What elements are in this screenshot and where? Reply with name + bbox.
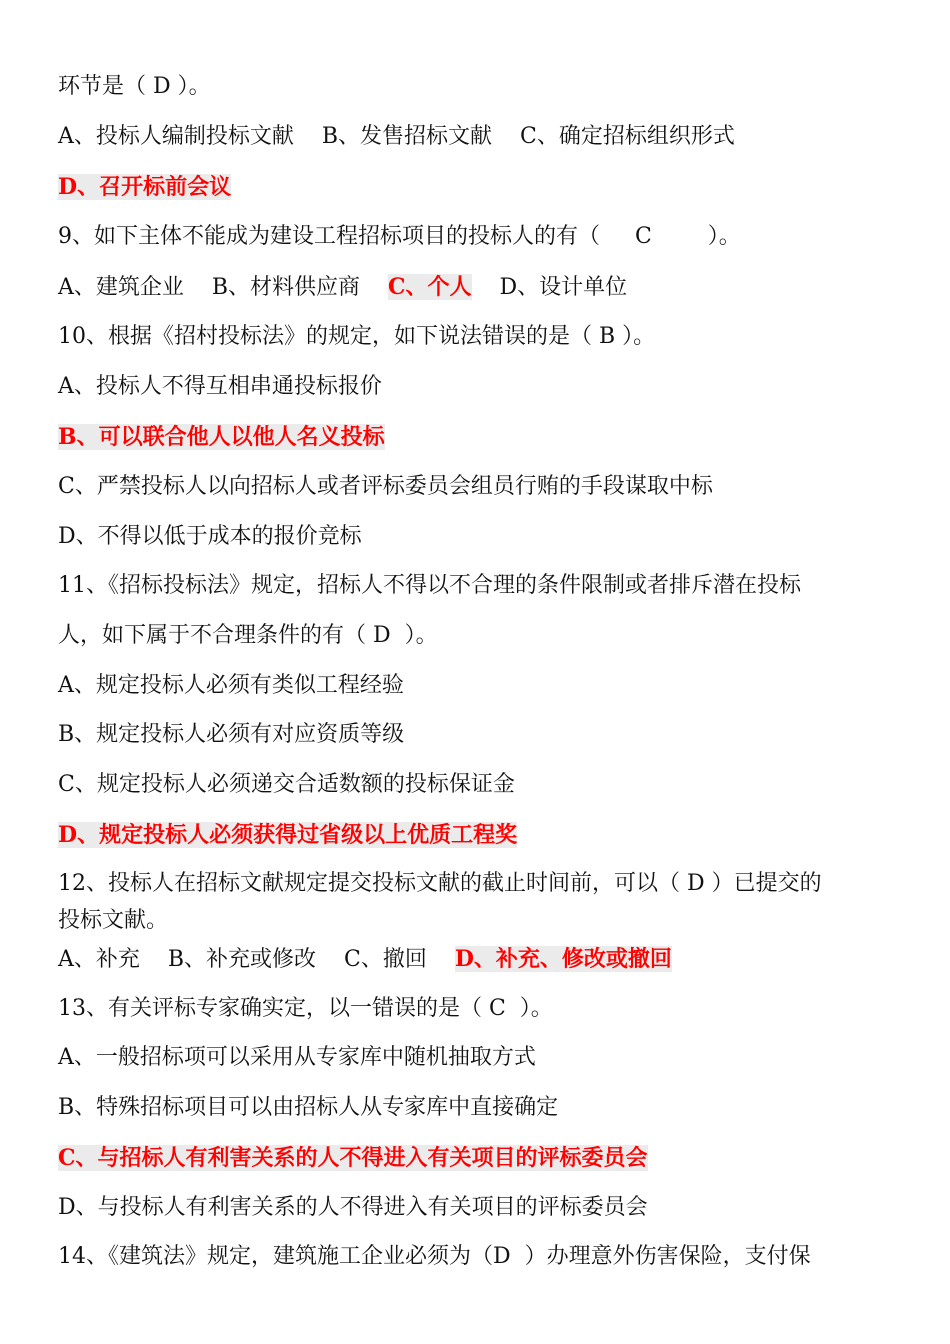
question-12-options: A、补充 B、补充或修改 C、撤回 D、补充、修改或撤回 <box>58 946 672 972</box>
question-13-stem: 13、有关评标专家确实定，以一错误的是（ C ）。 <box>58 996 553 1021</box>
question-11-stem: 11、《招标投标法》规定，招标人不得以不合理的条件限制或者排斥潜在投标 <box>58 573 801 598</box>
question-11-option-b: B、规定投标人必须有对应资质等级 <box>58 722 405 747</box>
correct-answer: D、规定投标人必须获得过省级以上优质工程奖 <box>58 822 518 848</box>
question-11-stem-cont: 人，如下属于不合理条件的有（ D ）。 <box>58 623 438 648</box>
question-8-options: A、投标人编制投标文献 B、发售招标文献 C、确定招标组织形式 <box>58 124 735 149</box>
question-8-stem-tail: 环节是（ D ）。 <box>58 74 211 99</box>
question-12-stem-cont: 投标文献。 <box>58 908 169 933</box>
correct-answer: D、召开标前会议 <box>58 174 232 200</box>
question-10-option-c: C、严禁投标人以向招标人或者评标委员会组员行贿的手段谋取中标 <box>58 474 713 499</box>
question-13-answer <box>58 1143 648 1174</box>
correct-answer: B、可以联合他人以他人名义投标 <box>58 424 385 450</box>
question-13-option-b: B、特殊招标项目可以由招标人从专家库中直接确定 <box>58 1095 559 1120</box>
question-9-options: A、建筑企业 B、材料供应商 C、个人 D、设计单位 <box>58 274 628 300</box>
question-12-stem: 12、投标人在招标文献规定提交投标文献的截止时间前，可以（ D ）已提交的 <box>58 871 822 896</box>
correct-answer: C、与招标人有利害关系的人不得进入有关项目的评标委员会 <box>58 1145 648 1171</box>
question-8-answer <box>58 172 231 203</box>
question-11-option-a: A、规定投标人必须有类似工程经验 <box>58 673 404 698</box>
question-10-option-a: A、投标人不得互相串通投标报价 <box>58 374 382 399</box>
correct-answer: D、补充、修改或撤回 <box>454 946 672 972</box>
question-11-option-c: C、规定投标人必须递交合适数额的投标保证金 <box>58 772 515 797</box>
question-13-option-a: A、一般招标项可以采用从专家库中随机抽取方式 <box>58 1045 536 1070</box>
correct-answer: C、个人 <box>388 274 472 300</box>
question-9-stem: 9、如下主体不能成为建设工程招标项目的投标人的有（ C ）。 <box>58 224 741 249</box>
question-14-stem: 14、《建筑法》规定，建筑施工企业必须为（D ）办理意外伤害保险，支付保 <box>58 1244 811 1269</box>
question-11-answer <box>58 820 517 851</box>
question-13-option-d: D、与投标人有利害关系的人不得进入有关项目的评标委员会 <box>58 1195 648 1220</box>
question-10-option-d: D、不得以低于成本的报价竞标 <box>58 524 362 549</box>
question-10-answer <box>58 422 385 453</box>
question-10-stem: 10、根据《招村投标法》的规定，如下说法错误的是（ B ）。 <box>58 324 656 349</box>
